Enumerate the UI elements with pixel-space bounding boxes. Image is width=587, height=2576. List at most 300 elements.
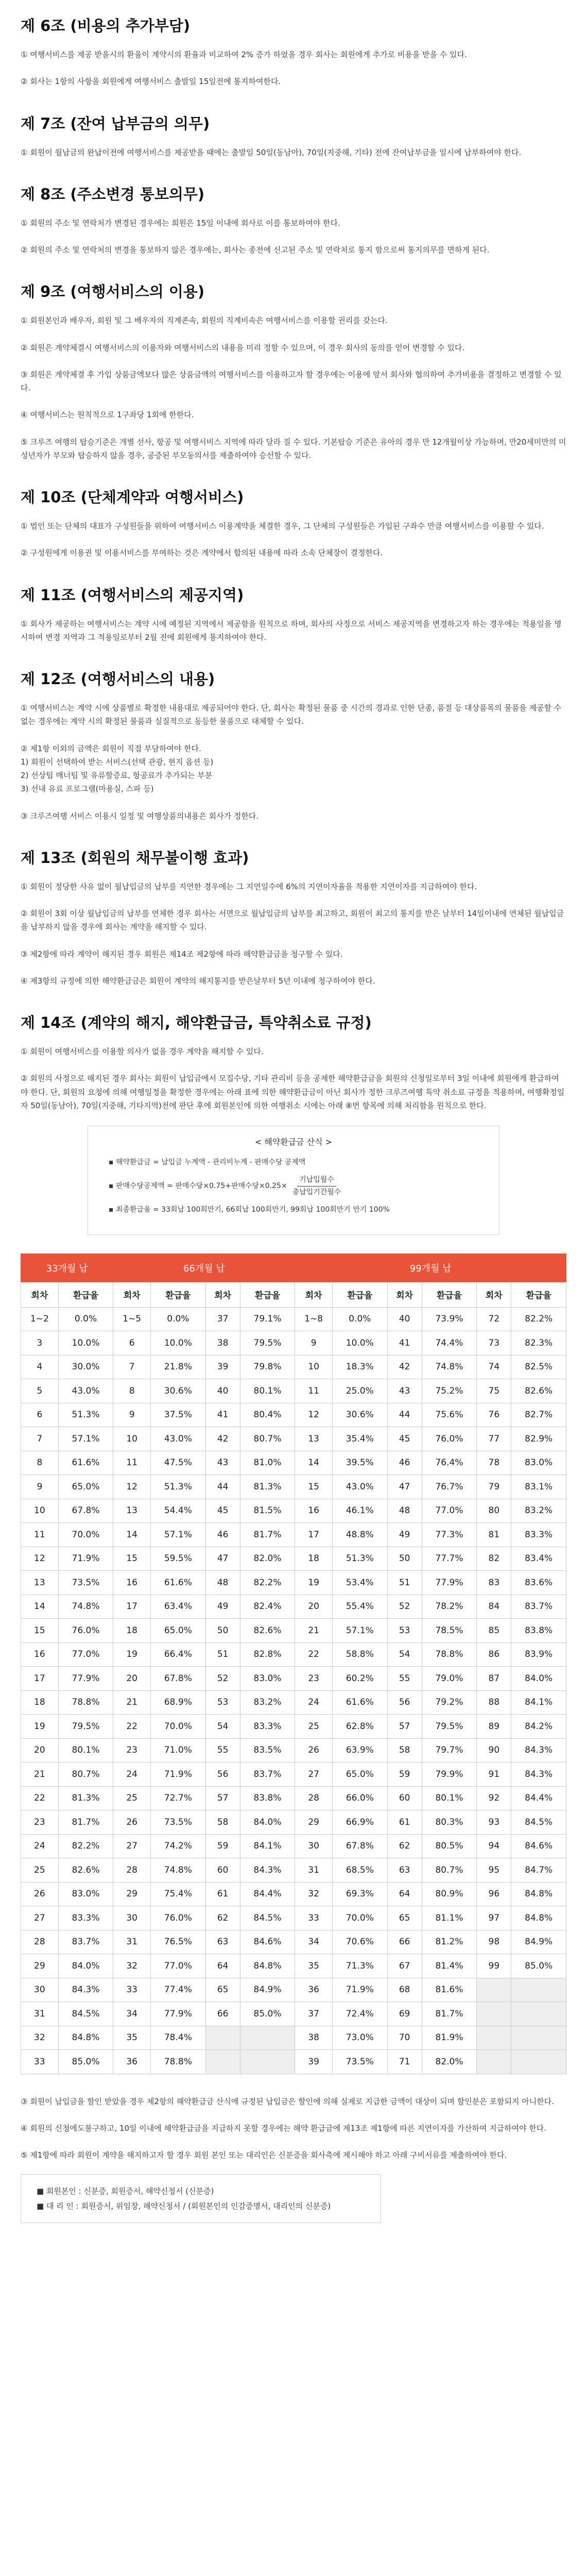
cell-round: 51 [387, 1571, 422, 1595]
cell-rate: 84.8% [511, 1906, 566, 1930]
cell-rate: 46.1% [333, 1499, 388, 1523]
cell-round: 23 [113, 1738, 151, 1762]
cell-round: 80 [477, 1499, 511, 1523]
cell-rate: 72.7% [151, 1786, 206, 1810]
table-row [21, 1858, 566, 1883]
cell-round: 56 [387, 1690, 422, 1715]
article-paragraph: ① 회원이 정당한 사유 없이 월납입금의 납부를 지연한 경우에는 그 지연일수에 6%의 지연이자율을 적용한 지연이자를 지급하여야 한다. [21, 882, 477, 891]
cell-rate: 68.9% [151, 1690, 206, 1715]
cell-round: 97 [477, 1906, 511, 1930]
cell-rate: 82.3% [511, 1331, 566, 1355]
cell-round: 42 [205, 1427, 240, 1451]
cell-rate: 81.4% [422, 1954, 477, 1978]
table-row [21, 1547, 566, 1571]
required-documents-box [21, 2174, 381, 2223]
cell-round: 36 [295, 1978, 333, 2002]
cell-round: 11 [295, 1379, 333, 1403]
cell-round: 96 [477, 1882, 511, 1906]
cell-round: 57 [387, 1715, 422, 1739]
cell-round: 37 [205, 1307, 240, 1331]
cell-round: 17 [21, 1667, 59, 1691]
table-row [21, 1307, 566, 1331]
cell-round: 54 [387, 1642, 422, 1667]
cell-round: 8 [113, 1379, 151, 1403]
cell-round: 19 [295, 1571, 333, 1595]
cell-round: 13 [113, 1499, 151, 1523]
cell-rate: 77.9% [422, 1571, 477, 1595]
cell-round [477, 2026, 511, 2050]
article-paragraph: ② 회원의 주소 및 연락처의 변경을 통보하지 않은 경우에는, 회사는 종전에 신고된 주소 및 연락처로 통지 함으로써 통지의무를 면하게 된다. [21, 245, 490, 255]
article-sub-item: 2) 선상팁 매너팁 및 유류할증료, 항공료가 추가되는 부분 [21, 771, 213, 780]
cell-rate: 80.7% [58, 1762, 113, 1787]
cell-round: 30 [113, 1906, 151, 1930]
cell-rate: 81.6% [422, 1978, 477, 2002]
cell-rate: 10.0% [58, 1331, 113, 1355]
formula-line: ▪ 해약환급금 = 납입금 누계액 - 관리비누계 - 판매수당 공제액 [109, 1158, 306, 1166]
cell-rate: 48.8% [333, 1523, 388, 1547]
cell-rate: 76.7% [422, 1475, 477, 1499]
cell-round: 21 [21, 1762, 59, 1787]
cell-rate: 85.0% [511, 1954, 566, 1978]
cell-rate: 37.5% [151, 1403, 206, 1427]
article-14 [21, 1011, 566, 2074]
column-header-round: 회차 [477, 1282, 511, 1307]
cell-rate: 82.2% [511, 1307, 566, 1331]
cell-round: 10 [21, 1499, 59, 1523]
cell-rate: 81.3% [58, 1786, 113, 1810]
cell-rate: 82.0% [240, 1547, 295, 1571]
cell-rate: 10.0% [333, 1331, 388, 1355]
cell-rate: 83.3% [240, 1715, 295, 1739]
cell-round: 66 [387, 1930, 422, 1954]
cell-rate: 83.9% [511, 1642, 566, 1667]
cell-round: 87 [477, 1667, 511, 1691]
cell-round: 28 [295, 1786, 333, 1810]
cell-round: 7 [21, 1427, 59, 1451]
cell-round: 25 [21, 1858, 59, 1883]
cell-rate: 53.4% [333, 1571, 388, 1595]
cell-round: 32 [113, 1954, 151, 1978]
cell-round: 13 [21, 1571, 59, 1595]
cell-round: 38 [205, 1331, 240, 1355]
cell-rate: 81.1% [422, 1906, 477, 1930]
table-row [21, 2050, 566, 2074]
article-paragraph: ① 회원이 월납금의 완납이전에 여행서비스를 제공받을 때에는 출발일 50일(동남아), 70일(지중해, 기타) 전에 잔여납부금을 일시에 납부하여야 한다. [21, 147, 522, 157]
cell-rate: 61.6% [333, 1690, 388, 1715]
cell-round: 29 [113, 1882, 151, 1906]
cell-rate: 80.1% [240, 1379, 295, 1403]
cell-rate: 73.9% [422, 1307, 477, 1331]
cell-round: 32 [295, 1882, 333, 1906]
article-paragraph: ③ 크루즈여행 서비스 이용시 일정 및 여행상품의내용은 회사가 정한다. [21, 811, 259, 821]
cell-round: 76 [477, 1403, 511, 1427]
fraction-numerator: 기납입월수 [297, 1174, 336, 1186]
table-row [21, 1619, 566, 1643]
formula-title: < 해약환급금 산식 > [254, 1137, 333, 1147]
cell-rate: 61.6% [58, 1451, 113, 1475]
cell-round: 25 [113, 1786, 151, 1810]
cell-rate: 84.8% [240, 1954, 295, 1978]
cell-round [477, 1978, 511, 2002]
cell-rate: 25.0% [333, 1379, 388, 1403]
column-header-round: 회차 [21, 1282, 59, 1307]
cell-round: 39 [205, 1355, 240, 1379]
table-row [21, 1978, 566, 2002]
cell-rate: 83.6% [511, 1571, 566, 1595]
cell-rate: 82.2% [240, 1571, 295, 1595]
cell-rate: 80.5% [422, 1834, 477, 1858]
cell-rate: 63.9% [333, 1738, 388, 1762]
cell-rate: 84.6% [511, 1834, 566, 1858]
cell-round: 49 [205, 1595, 240, 1619]
cell-rate: 43.0% [333, 1475, 388, 1499]
article-title: 제 12조 (여행서비스의 내용) [21, 670, 215, 688]
article-paragraph: ② 회원이 3회 이상 월납입금의 납부를 연체한 경우 회사는 서면으로 월납입금의 납부를 최고하고, 회원이 최고의 통지를 받은 날부터 14일이내에 연체된 월납입금을 납부하지 않을 경우에 회사는 계약을 해지할 수 있다. [21, 909, 564, 932]
article-title: 제 14조 (계약의 해지, 해약환급금, 특약취소료 규정) [21, 1014, 372, 1031]
article-paragraph: ③ 회원이 납입금을 할인 받았을 경우 제2항의 해약환급금 산식에 규정된 납입금은 할인에 의해 실제로 지급한 금액이 대상이 되며 할인분은 포함되지 아니한다. [21, 2096, 554, 2106]
cell-round: 38 [295, 2026, 333, 2050]
article-paragraph: ① 회원본인과 배우자, 회원 및 그 배우자의 직계존속, 회원의 직계비속은 여행서비스를 이용할 권리를 갖는다. [21, 316, 388, 326]
cell-round: 43 [205, 1451, 240, 1475]
cell-rate: 43.0% [151, 1427, 206, 1451]
cell-round: 45 [387, 1427, 422, 1451]
cell-rate: 43.0% [58, 1379, 113, 1403]
column-header-rate: 환급율 [511, 1282, 566, 1307]
table-row [21, 2026, 566, 2050]
cell-rate: 80.9% [422, 1882, 477, 1906]
cell-rate: 78.8% [58, 1690, 113, 1715]
table-row [21, 1379, 566, 1403]
cell-round: 44 [387, 1403, 422, 1427]
cell-rate: 79.5% [240, 1331, 295, 1355]
cell-rate: 70.0% [58, 1523, 113, 1547]
cell-round: 55 [205, 1738, 240, 1762]
table-row [21, 1523, 566, 1547]
article-title: 제 9조 (여행서비스의 이용) [21, 283, 205, 301]
cell-rate: 82.2% [58, 1834, 113, 1858]
cell-round: 62 [387, 1834, 422, 1858]
cell-rate: 77.4% [151, 1978, 206, 2002]
table-row [21, 1571, 566, 1595]
cell-round: 64 [205, 1954, 240, 1978]
cell-round: 70 [387, 2026, 422, 2050]
cell-rate: 83.7% [58, 1930, 113, 1954]
cell-round: 24 [21, 1834, 59, 1858]
cell-rate: 74.8% [151, 1858, 206, 1883]
article-10 [21, 486, 566, 560]
cell-round [477, 2002, 511, 2026]
table-row [21, 1331, 566, 1355]
cell-rate: 77.0% [422, 1499, 477, 1523]
cell-round: 10 [113, 1427, 151, 1451]
cell-round: 53 [387, 1619, 422, 1643]
cell-rate: 51.3% [333, 1547, 388, 1571]
cell-round: 33 [21, 2050, 59, 2074]
column-header-round: 회차 [387, 1282, 422, 1307]
cell-round: 57 [205, 1786, 240, 1810]
formula-line: ▪ 최종환급율 = 33회납 100회만기, 66회납 100회만기, 99회납 100회만기 만기 100% [109, 1206, 390, 1214]
article-7 [21, 112, 566, 159]
cell-round: 26 [295, 1738, 333, 1762]
cell-round [477, 2050, 511, 2074]
cell-rate: 84.6% [240, 1930, 295, 1954]
cell-round: 11 [21, 1523, 59, 1547]
cell-round: 26 [113, 1810, 151, 1835]
cell-rate: 81.7% [58, 1810, 113, 1835]
cell-round: 14 [113, 1523, 151, 1547]
cell-round: 26 [21, 1882, 59, 1906]
cell-round: 35 [295, 1954, 333, 1978]
cell-rate: 10.0% [151, 1331, 206, 1355]
cell-rate: 80.3% [422, 1810, 477, 1835]
cell-rate: 83.0% [58, 1882, 113, 1906]
cell-rate: 51.3% [58, 1403, 113, 1427]
cell-rate: 73.5% [58, 1571, 113, 1595]
cell-round: 9 [113, 1403, 151, 1427]
cell-rate: 76.4% [422, 1451, 477, 1475]
cell-rate: 30.6% [151, 1379, 206, 1403]
cell-round: 42 [387, 1355, 422, 1379]
table-row [21, 1906, 566, 1930]
cell-rate: 83.8% [511, 1619, 566, 1643]
cell-rate: 84.5% [58, 2002, 113, 2026]
table-row [21, 1355, 566, 1379]
cell-round: 90 [477, 1738, 511, 1762]
cell-rate: 0.0% [151, 1307, 206, 1331]
cell-rate: 82.5% [511, 1355, 566, 1379]
cell-rate: 57.1% [333, 1619, 388, 1643]
table-row [21, 1667, 566, 1691]
table-row [21, 1954, 566, 1978]
article-paragraph: ⑤ 크루즈 여행의 탑승기준은 개별 선사, 항공 및 여행서비스 지역에 따라 달라 질 수 있다. 기본탑승 기준은 유아의 경우 만 12개월이상 가능하며, 만20세미만의 미성년자가 부모와 탑승하지 않을 경우, 공증된 부모동의서를 제출하여야 승선할 수 있다. [21, 437, 566, 460]
cell-rate: 79.5% [422, 1715, 477, 1739]
cell-round: 79 [477, 1475, 511, 1499]
cell-round: 12 [113, 1475, 151, 1499]
cell-round: 31 [295, 1858, 333, 1883]
formula-text: ▪ 판매수당공제액 = 판매수당×0.75+판매수당×0.25× [109, 1182, 287, 1191]
cell-rate: 83.3% [511, 1523, 566, 1547]
cell-round: 41 [387, 1331, 422, 1355]
article-paragraph: ① 회사가 제공하는 여행서비스는 계약 시에 예정된 지역에서 제공함을 원칙으로 하며, 회사의 사정으로 서비스 제공지역을 변경하고자 하는 경우에는 적용일을 명시하여 변경 지역과 그 적용일로부터 2월 전에 회원에게 통지하여야 한다. [21, 619, 562, 642]
cell-rate: 84.1% [511, 1690, 566, 1715]
cell-rate: 83.0% [240, 1667, 295, 1691]
table-row [21, 1451, 566, 1475]
cell-round: 50 [205, 1619, 240, 1643]
table-row [21, 1834, 566, 1858]
cell-rate: 84.4% [240, 1882, 295, 1906]
cell-round: 43 [387, 1379, 422, 1403]
table-row [21, 1786, 566, 1810]
cell-round: 58 [205, 1810, 240, 1835]
cell-round: 1~8 [295, 1307, 333, 1331]
cell-round: 74 [477, 1355, 511, 1379]
cell-round: 75 [477, 1379, 511, 1403]
cell-rate: 71.9% [58, 1547, 113, 1571]
cell-rate: 77.0% [58, 1642, 113, 1667]
cell-round: 63 [387, 1858, 422, 1883]
cell-rate: 80.7% [422, 1858, 477, 1883]
cell-round: 36 [113, 2050, 151, 2074]
cell-round: 15 [113, 1547, 151, 1571]
column-header-round: 회차 [295, 1282, 333, 1307]
cell-round: 35 [113, 2026, 151, 2050]
cell-rate: 35.4% [333, 1427, 388, 1451]
cell-round: 51 [205, 1642, 240, 1667]
article-title: 제 6조 (비용의 추가부담) [21, 17, 191, 35]
cell-round: 12 [295, 1403, 333, 1427]
article-paragraph: ② 회원의 사정으로 해지된 경우 회사는 회원이 납입금에서 모집수당, 기타 관리비 등을 공제한 해약환급금을 회원의 신청일로부터 3일 이내에 회원에게 환급하여야 한다. 단, 회원의 요청에 의해 여행일정을 확정한 경우에는 아래 표에 의한 해약환급금이 아닌 회사가 정한 크루즈여행 특약 취소료 규정을 적용하며, 여행확정일자 50일(동남아), 70일(지중해, 기타지역)전에 판단 후에 회원본인에 의한 여행취소 시에는 아래 ⑧번 항목에 의해 처리함을 원칙으로 한다. [21, 1074, 565, 1110]
cell-round: 22 [295, 1642, 333, 1667]
cell-round: 50 [387, 1547, 422, 1571]
cell-round: 28 [21, 1930, 59, 1954]
article-8 [21, 183, 566, 257]
cell-rate: 62.8% [333, 1715, 388, 1739]
cell-round: 13 [295, 1427, 333, 1451]
cell-round: 40 [205, 1379, 240, 1403]
cell-rate: 70.6% [333, 1930, 388, 1954]
cell-rate: 83.4% [511, 1547, 566, 1571]
cell-rate: 77.9% [151, 2002, 206, 2026]
article-paragraph: ④ 회원의 신청에도불구하고, 10일 이내에 해약환급금을 지급하지 못할 경우에는 해약 환급금에 제13조 제1항에 따른 지연이자를 가산하여 지급하여야 한다. [21, 2123, 547, 2133]
cell-round: 34 [295, 1930, 333, 1954]
cell-rate: 82.8% [240, 1642, 295, 1667]
article-paragraph: ④ 제3항의 규정에 의한 해약환급금은 회원이 계약의 해지통지를 받은날부터 5년 이내에 청구하여야 한다. [21, 976, 375, 986]
cell-round: 61 [205, 1882, 240, 1906]
cell-rate: 73.5% [333, 2050, 388, 2074]
article-paragraph: ① 회원의 주소 및 연락처가 변경된 경우에는 회원은 15일 이내에 회사로 이를 통보하여야 한다. [21, 218, 340, 228]
cell-rate: 84.3% [58, 1978, 113, 2002]
cell-round: 48 [205, 1571, 240, 1595]
article-paragraph: ② 회원은 계약체결시 여행서비스의 이용자와 여행서비스의 내용을 미리 정할 수 있으며, 이 경우 회사의 동의를 얻어 변경할 수 있다. [21, 343, 465, 352]
cell-rate: 70.0% [151, 1715, 206, 1739]
cell-round: 94 [477, 1834, 511, 1858]
cell-round: 81 [477, 1523, 511, 1547]
cell-round: 99 [477, 1954, 511, 1978]
article-paragraph: ⑤ 제1항에 따라 회원이 계약을 해지하고자 할 경우 회원 본인 또는 대리인은 신분증을 회사측에 제시해야 하고 아래 구비서류를 제출하여야 한다. [21, 2150, 507, 2160]
cell-round: 31 [113, 1930, 151, 1954]
cell-round: 59 [205, 1834, 240, 1858]
cell-rate: 82.6% [58, 1858, 113, 1883]
cell-rate: 71.3% [333, 1954, 388, 1978]
cell-rate: 82.6% [511, 1379, 566, 1403]
cell-rate: 60.2% [333, 1667, 388, 1691]
cell-rate: 83.5% [240, 1738, 295, 1762]
cell-rate: 74.2% [151, 1834, 206, 1858]
cell-rate: 76.0% [422, 1427, 477, 1451]
cell-rate: 84.7% [511, 1858, 566, 1883]
column-header-rate: 환급율 [151, 1282, 206, 1307]
cell-round: 72 [477, 1307, 511, 1331]
cell-round: 21 [113, 1690, 151, 1715]
cell-round: 46 [387, 1451, 422, 1475]
cell-rate: 66.9% [333, 1810, 388, 1835]
column-header-round: 회차 [205, 1282, 240, 1307]
article-paragraph: ① 여행서비스는 계약 시에 상품별로 확정한 내용대로 제공되어야 한다. 단, 회사는 확정된 물품 중 시간의 경과로 인한 단종, 품절 등 대상품목의 물품을 제공할 수 없는 경우에는 계약 시의 확정된 물품과 실질적으로 동등한 물품으로 대체할 수 있다. [21, 703, 562, 726]
cell-round: 69 [387, 2002, 422, 2026]
cell-rate: 74.8% [422, 1355, 477, 1379]
cell-round: 9 [21, 1475, 59, 1499]
article-paragraph: ② 회사는 1항의 사항을 회원에게 여행서비스 출발일 15일전에 통지하여한다. [21, 77, 281, 87]
cell-rate: 84.5% [511, 1810, 566, 1835]
article-sub-item: 1) 회원이 선택하여 받는 서비스(선택 관광, 현지 옵션 등) [21, 757, 214, 767]
cell-rate: 67.8% [58, 1499, 113, 1523]
cell-rate: 81.9% [422, 2026, 477, 2050]
cell-round: 18 [21, 1690, 59, 1715]
cell-round: 24 [295, 1690, 333, 1715]
table-row [21, 2002, 566, 2026]
cell-rate: 84.2% [511, 1715, 566, 1739]
cell-round: 6 [113, 1331, 151, 1355]
cell-rate: 69.3% [333, 1882, 388, 1906]
cell-rate: 84.1% [240, 1834, 295, 1858]
cell-round [205, 2050, 240, 2074]
article-12 [21, 668, 566, 823]
article-title: 제 7조 (잔여 납부금의 의무) [21, 114, 210, 132]
cell-round: 7 [113, 1355, 151, 1379]
cell-round: 23 [295, 1667, 333, 1691]
cell-round: 73 [477, 1331, 511, 1355]
cell-rate: 71.9% [333, 1978, 388, 2002]
cell-rate: 81.3% [240, 1475, 295, 1499]
cell-rate [511, 1978, 566, 2002]
cell-round: 44 [205, 1475, 240, 1499]
cell-round: 31 [21, 2002, 59, 2026]
cell-round: 98 [477, 1930, 511, 1954]
cell-round: 40 [387, 1307, 422, 1331]
cell-rate: 65.0% [58, 1475, 113, 1499]
cell-round: 23 [21, 1810, 59, 1835]
cell-round: 62 [205, 1906, 240, 1930]
cell-round: 12 [21, 1547, 59, 1571]
cell-rate: 79.5% [58, 1715, 113, 1739]
cell-rate: 78.5% [422, 1619, 477, 1643]
column-header-rate: 환급율 [422, 1282, 477, 1307]
cell-round: 14 [21, 1595, 59, 1619]
cell-round: 83 [477, 1571, 511, 1595]
cell-round: 27 [21, 1906, 59, 1930]
table-row [21, 1690, 566, 1715]
cell-rate: 58.8% [333, 1642, 388, 1667]
cell-rate: 81.7% [422, 2002, 477, 2026]
table-row [21, 1595, 566, 1619]
cell-round: 56 [205, 1762, 240, 1787]
refund-formula-box [88, 1126, 499, 1235]
cell-rate: 66.4% [151, 1642, 206, 1667]
article-paragraph: ② 구성원에게 이용권 및 이용서비스를 부여하는 것은 계약에서 합의된 내용에 따라 소속 단체장이 결정한다. [21, 548, 383, 558]
cell-rate: 76.0% [58, 1619, 113, 1643]
cell-rate: 47.5% [151, 1451, 206, 1475]
cell-rate: 79.9% [422, 1762, 477, 1787]
group-header-99: 99개월 납 [295, 1253, 566, 1282]
table-row [21, 1882, 566, 1906]
cell-rate: 82.7% [511, 1403, 566, 1427]
cell-round: 91 [477, 1762, 511, 1787]
cell-rate: 78.4% [151, 2026, 206, 2050]
table-subheader-row [21, 1282, 566, 1307]
cell-round: 78 [477, 1451, 511, 1475]
table-row [21, 1427, 566, 1451]
cell-rate: 81.2% [422, 1930, 477, 1954]
cell-rate: 67.8% [151, 1667, 206, 1691]
article-paragraph: ① 법인 또는 단체의 대표가 구성원들을 위하여 여행서비스 이용계약을 체결한 경우, 그 단체의 구성원들은 가입된 구좌수 만큼 여행서비스를 이용할 수 있다. [21, 521, 544, 531]
cell-round: 89 [477, 1715, 511, 1739]
cell-rate: 84.9% [511, 1930, 566, 1954]
cell-rate: 84.3% [511, 1762, 566, 1787]
cell-rate: 0.0% [333, 1307, 388, 1331]
cell-round: 11 [113, 1451, 151, 1475]
cell-round: 54 [205, 1715, 240, 1739]
cell-rate: 83.0% [511, 1451, 566, 1475]
